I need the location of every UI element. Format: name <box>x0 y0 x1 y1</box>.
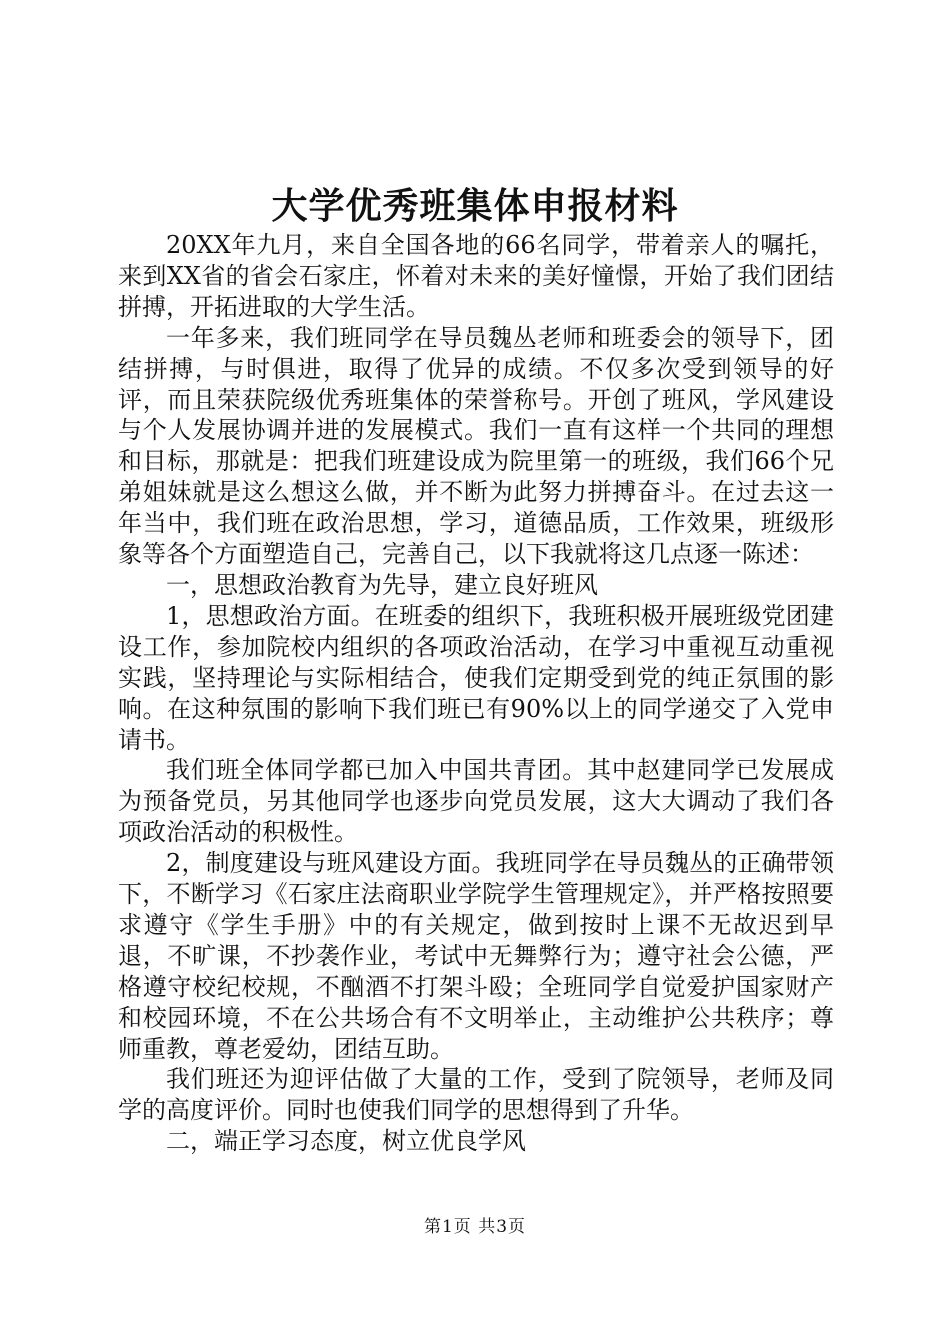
page-number-footer: 第1页 共3页 <box>423 1217 527 1237</box>
paragraph-evaluation: 我们班还为迎评估做了大量的工作，受到了院领导，老师及同学的高度评价。同时也使我们同学的思想得到了升华。 <box>118 1065 834 1125</box>
paragraph-system-building: 2，制度建设与班风建设方面。我班同学在导员魏丛的正确带领下，不断学习《石家庄法商职业学院学生管理规定》，并严格按照要求遵守《学生手册》中的有关规定，做到按时上课不无故迟到早退，不旷课，不抄袭作业，考试中无舞弊行为；遵守社会公德，严格遵守校纪校规，不酗酒不打架斗殴；全班同学自觉爱护国家财产和校园环境，不在公共场合有不文明举止，主动维护公共秩序；尊师重教，尊老爱幼，团结互助。 <box>118 849 834 1063</box>
paragraph-overview: 一年多来，我们班同学在导员魏丛老师和班委会的领导下，团结拼搏，与时俱进，取得了优异的成绩。不仅多次受到领导的好评，而且荣获院级优秀班集体的荣誉称号。开创了班风，学风建设与个人发展协调并进的发展模式。我们一直有这样一个共同的理想和目标，那就是：把我们班建设成为院里第一的班级，我们66个兄弟姐妹就是这么想这么做，并不断为此努力拼搏奋斗。在过去这一年当中，我们班在政治思想，学习，道德品质，工作效果，班级形象等各个方面塑造自己，完善自己，以下我就将这几点逐一陈述： <box>118 323 834 569</box>
document-body <box>118 230 834 1157</box>
paragraph-intro: 20XX年九月，来自全国各地的66名同学，带着亲人的嘱托，来到XX省的省会石家庄，怀着对未来的美好憧憬，开始了我们团结拼搏，开拓进取的大学生活。 <box>118 231 834 321</box>
paragraph-league: 我们班全体同学都已加入中国共青团。其中赵建同学已发展成为预备党员，另其他同学也逐步向党员发展，这大大调动了我们各项政治活动的积极性。 <box>118 756 834 847</box>
document-title: 大学优秀班集体申报材料 <box>271 185 679 227</box>
section-heading-2: 二，端正学习态度，树立优良学风 <box>166 1127 526 1156</box>
section-heading-1: 一，思想政治教育为先导，建立良好班风 <box>166 570 598 599</box>
paragraph-political: 1，思想政治方面。在班委的组织下，我班积极开展班级党团建设工作，参加院校内组织的各项政治活动，在学习中重视互动重视实践，坚持理论与实际相结合，使我们定期受到党的纯正氛围的影响。在这种氛围的影响下我们班已有90%以上的同学递交了入党申请书。 <box>118 601 834 754</box>
